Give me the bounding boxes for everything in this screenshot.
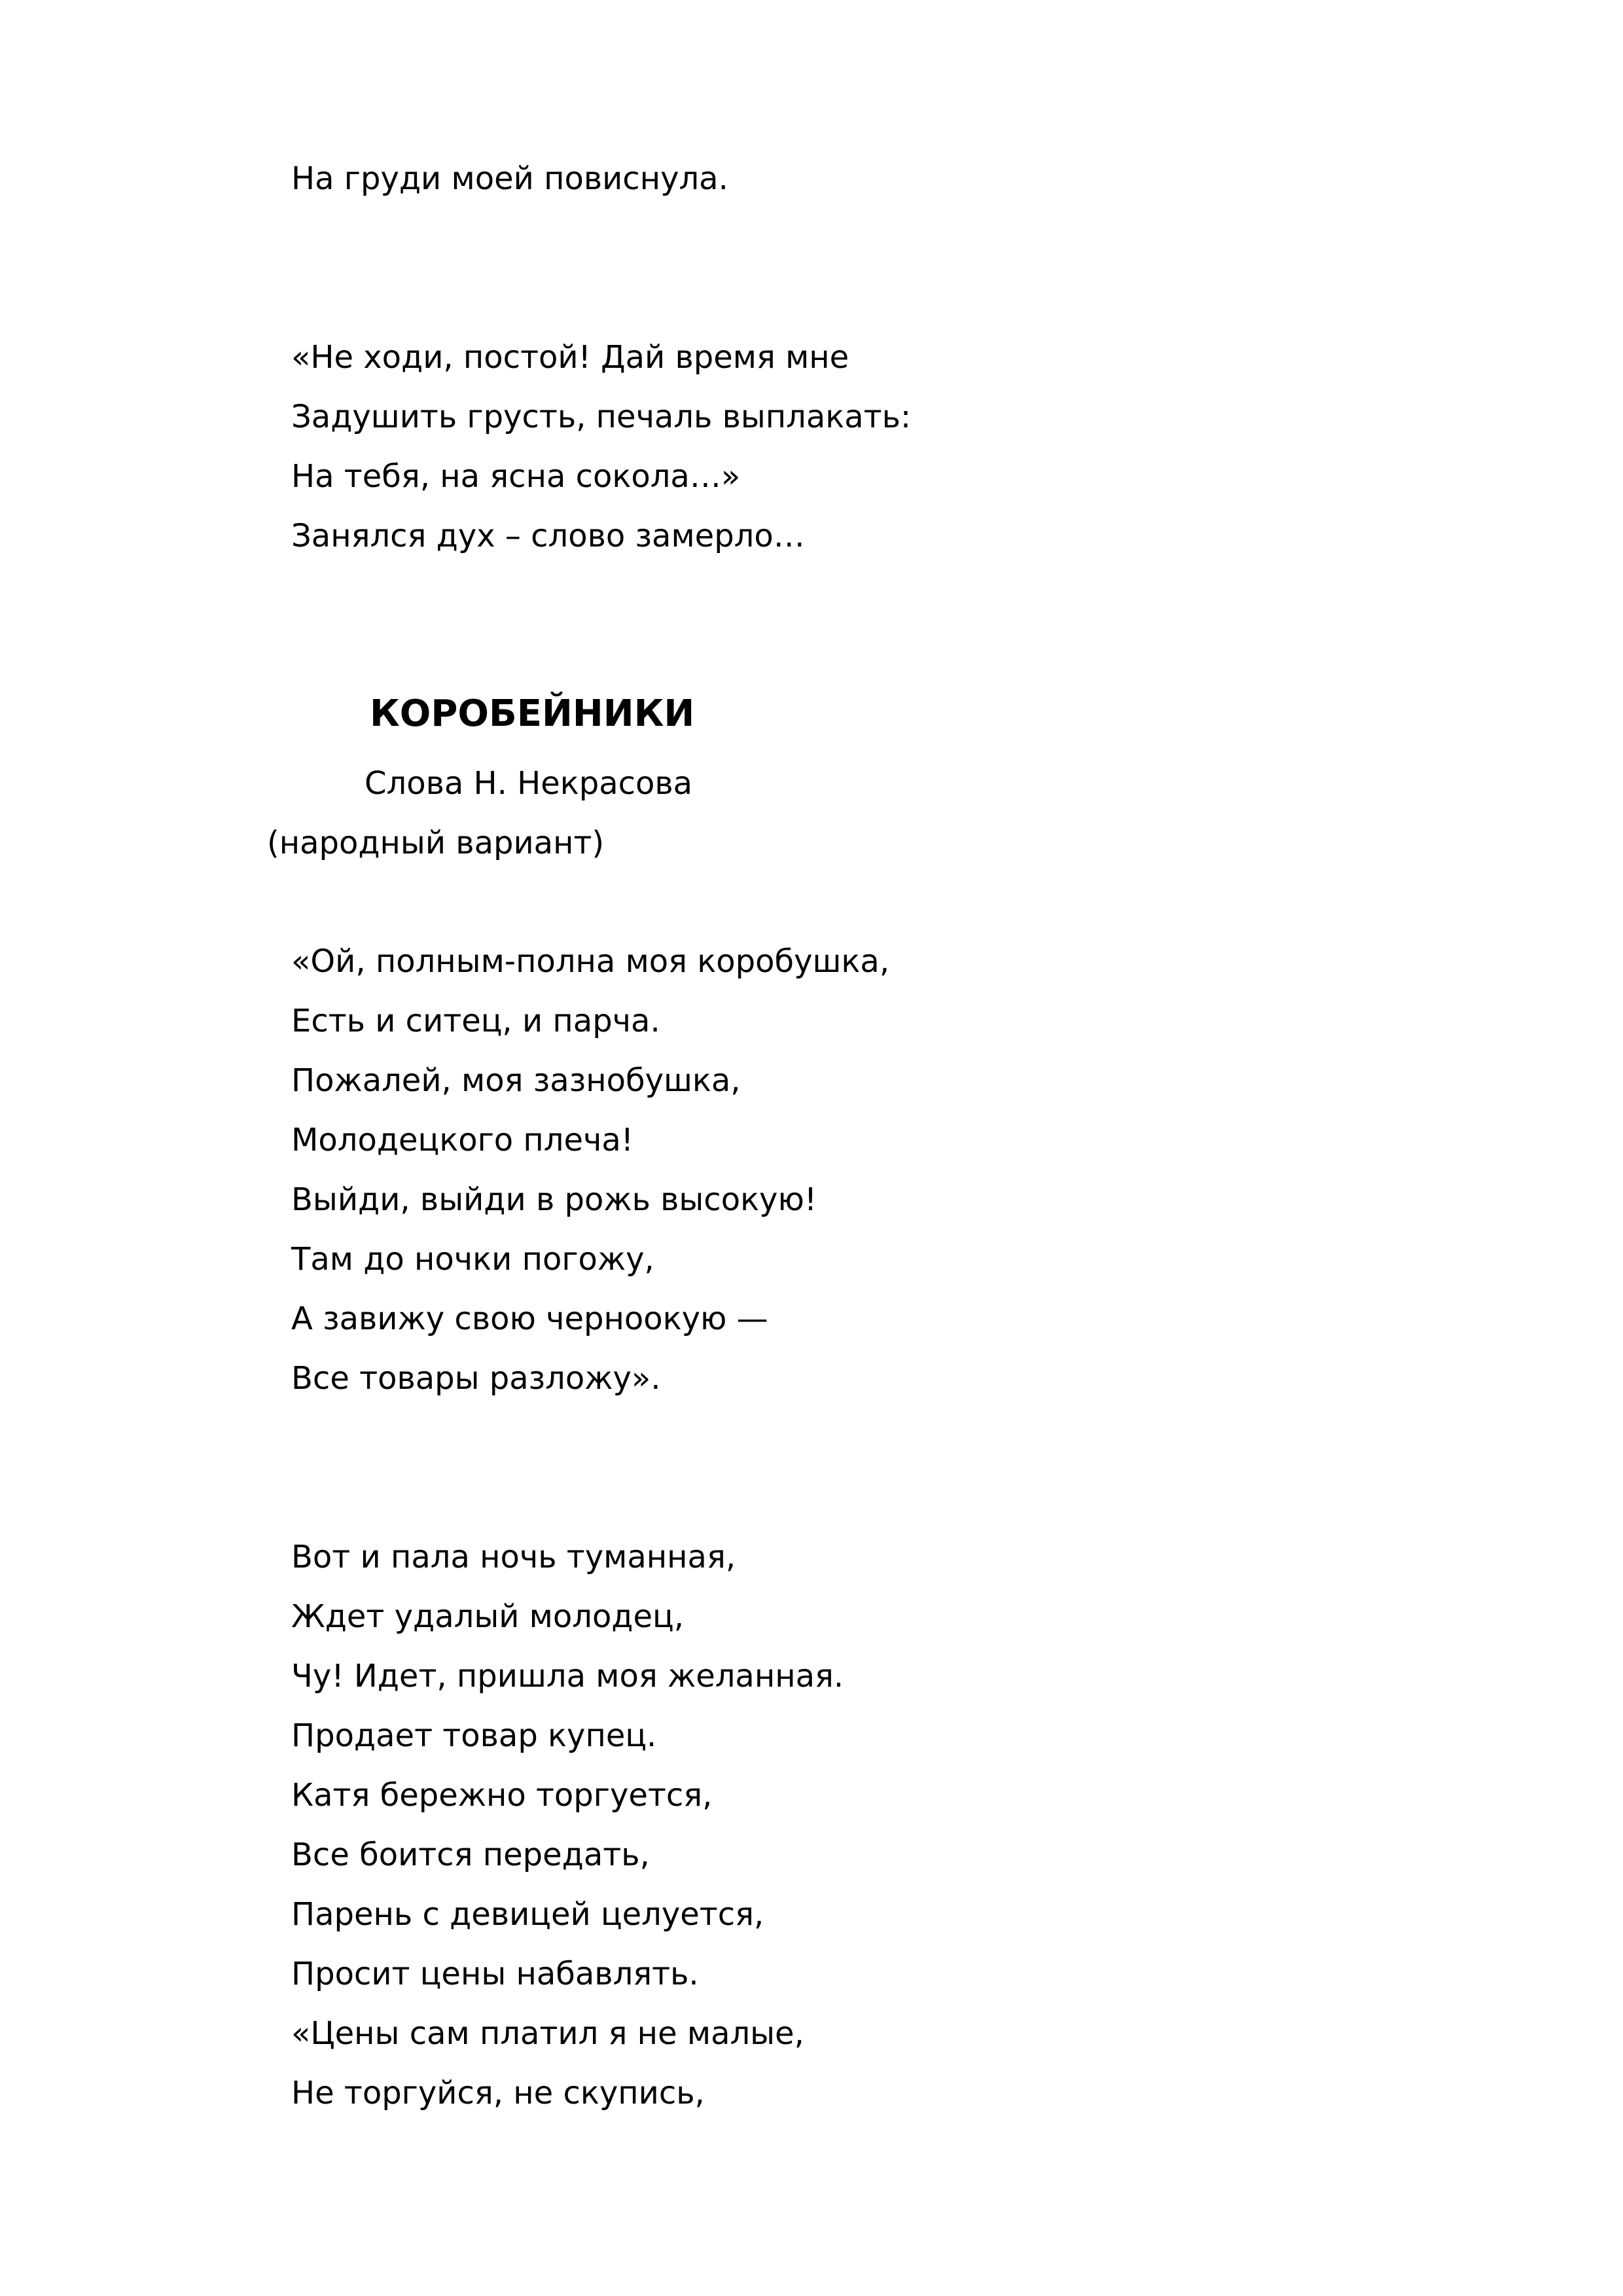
verse-line: Все товары разложу». [291, 1360, 661, 1397]
poem-author: Слова Н. Некрасова [365, 765, 693, 802]
verse-line: «Ой, полным-полна моя коробушка, [291, 943, 890, 980]
verse-line: На тебя, на ясна сокола…» [291, 458, 741, 495]
verse-line: Вот и пала ночь туманная, [291, 1539, 736, 1575]
verse-line: Продает товар купец. [291, 1717, 657, 1754]
verse-line: Занялся дух – слово замерло… [291, 518, 805, 554]
verse-line: Все боится передать, [291, 1837, 650, 1873]
verse-line: Задушить грусть, печаль выплакать: [291, 399, 912, 435]
verse-line: Просит цены набавлять. [291, 1956, 699, 1992]
verse-line: Пожалей, моя зазнобушка, [291, 1062, 741, 1099]
verse-line: Чу! Идет, пришла моя желанная. [291, 1658, 844, 1695]
verse-line: Молодецкого плеча! [291, 1122, 634, 1158]
poem-variant-note: (народный вариант) [267, 825, 605, 861]
verse-line: Ждет удалый молодец, [291, 1598, 684, 1635]
verse-line: А завижу свою черноокую — [291, 1300, 768, 1337]
verse-line: «Не ходи, постой! Дай время мне [291, 339, 849, 376]
verse-line: На груди моей повиснула. [291, 160, 728, 197]
verse-line: Выйди, выйди в рожь высокую! [291, 1181, 817, 1218]
verse-line: Парень с девицей целуется, [291, 1896, 764, 1933]
verse-line: Есть и ситец, и парча. [291, 1003, 660, 1039]
verse-line: Там до ночки погожу, [291, 1241, 654, 1278]
poem-title: КОРОБЕЙНИКИ [370, 692, 695, 735]
verse-line: Не торгуйся, не скупись, [291, 2075, 705, 2111]
verse-line: «Цены сам платил я не малые, [291, 2015, 804, 2052]
verse-line: Катя бережно торгуется, [291, 1777, 713, 1814]
